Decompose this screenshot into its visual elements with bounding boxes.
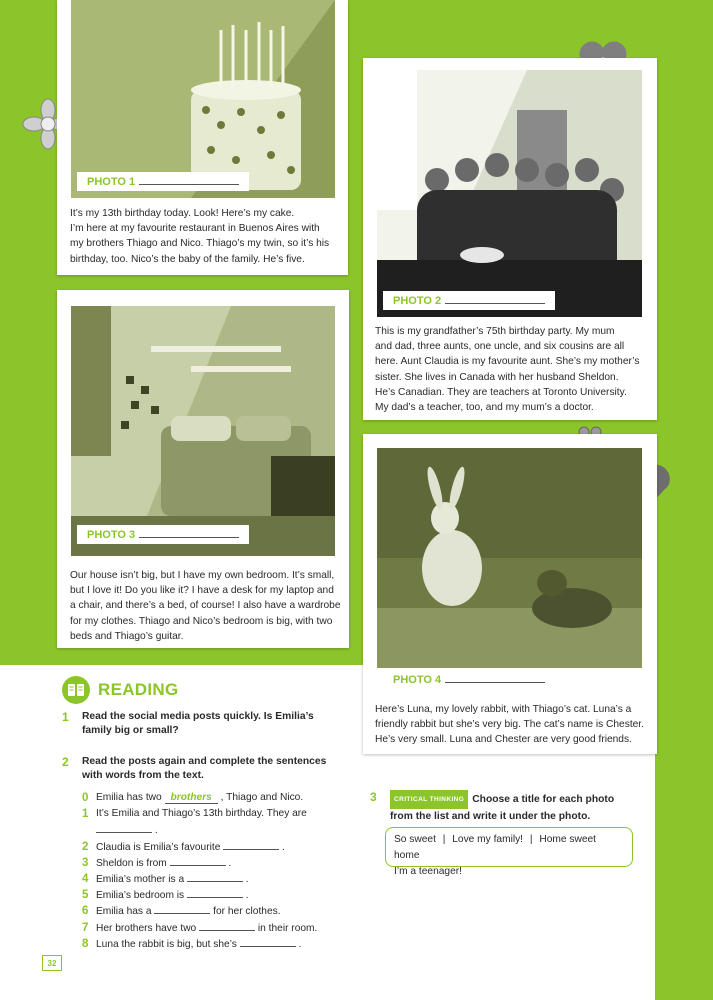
post-2-text: This is my grandfather’s 75th birthday party. My mum and dad, three aunts, one uncle, and six cousins are all here. Aunt Claudia is my favourite aunt. She’s my mother’s sister. She lives in Canada with her husband Sheldon. He’s Canadian. They are teachers at Toronto University. My dad’s a teacher, too, and my mum’s a doctor. [375, 326, 640, 414]
title-options-box: So sweet | Love my family! | Home sweet home I’m a teenager! [385, 827, 633, 867]
sentence-1: 1 It’s Emilia and Thiago’s 13th birthday. They are [82, 808, 307, 821]
answer-blank-7[interactable] [199, 920, 255, 931]
post-3-text: Our house isn’t big, but I have my own bedroom. It’s small, but I love it! Do you like it? I have a desk for my laptop and a chair, and there’s a bed, of course! I also have a wardrobe for my clothes. Thiago and Nico’s bedroom is big, with two beds and Thiago’s guitar. [70, 570, 341, 642]
side-strip [655, 665, 713, 1000]
question-1: 1 Read the social media posts quickly. Is Emilia’s family big or small? [62, 710, 314, 736]
post-1-text: It’s my 13th birthday today. Look! Here’s my cake. I’m here at my favourite restaurant in Buenos Aires with my brothers Thiago and Nico. Thiago’s my twin, so it’s his birthday, too. Nico’s the baby of the family. He’s five. [70, 208, 330, 265]
post-card-3 [57, 290, 349, 648]
rabbit-and-cat-photo [377, 448, 642, 668]
book-icon [62, 676, 90, 704]
answer-blank-4[interactable] [187, 871, 243, 882]
post-4-text: Here’s Luna, my lovely rabbit, with Thiago’s cat. Luna’s a friendly rabbit but she’s very big. The cat’s name is Chester. He’s very small. Luna and Chester are very good friends. [375, 704, 644, 746]
birthday-cake-photo [71, 0, 335, 198]
question-2: 2 Read the posts again and complete the sentences with words from the text. [62, 755, 327, 781]
reading-section-header [62, 676, 179, 704]
sentence-7: 7 Her brothers have two in their room. [82, 921, 318, 934]
sentence-0: 0 Emilia has two brothers , Thiago and Nico. [82, 792, 304, 804]
sentence-5: 5 Emilia’s bedroom is . [82, 889, 249, 902]
sentence-3: 3 Sheldon is from . [82, 856, 232, 869]
photo-3-label: PHOTO 3 [77, 525, 249, 544]
title-option: Love my family! [452, 834, 524, 845]
sentence-2: 2 Claudia is Emilia’s favourite . [82, 840, 285, 853]
photo-4-label: PHOTO 4 [383, 670, 555, 689]
question-3: 3 CRITICAL THINKING Choose a title for each photo from the list and write it under the photo. [370, 790, 615, 822]
photo-4-title-blank[interactable] [445, 673, 545, 683]
title-option: Home sweet home [394, 834, 596, 861]
answer-blank-3[interactable] [170, 855, 226, 866]
sentence-8: 8 Luna the rabbit is big, but she’s . [82, 937, 302, 950]
answer-blank-1[interactable] [96, 822, 152, 833]
example-answer: brothers [165, 792, 218, 804]
page-number: 32 [42, 955, 62, 971]
sentence-1-continued: . [82, 822, 317, 838]
photo-2-title-blank[interactable] [445, 294, 545, 304]
photo-2-label: PHOTO 2 [383, 291, 555, 310]
section-title: READING [98, 680, 179, 699]
post-card-4 [363, 434, 657, 754]
sentence-4: 4 Emilia’s mother is a . [82, 872, 249, 885]
post-card-2 [363, 58, 657, 420]
answer-blank-8[interactable] [240, 936, 296, 947]
sentence-list [82, 790, 317, 952]
title-option: I’m a teenager! [394, 866, 462, 877]
title-option: So sweet [394, 834, 436, 845]
answer-blank-2[interactable] [223, 839, 279, 850]
post-card-1 [57, 0, 348, 275]
answer-blank-5[interactable] [187, 887, 243, 898]
photo-1-title-blank[interactable] [139, 175, 239, 185]
photo-3-title-blank[interactable] [139, 528, 239, 538]
photo-1-label: PHOTO 1 [77, 172, 249, 191]
sentence-6: 6 Emilia has a for her clothes. [82, 905, 281, 918]
critical-thinking-badge: CRITICAL THINKING [390, 790, 468, 809]
bedroom-photo [71, 306, 335, 556]
answer-blank-6[interactable] [154, 903, 210, 914]
family-party-photo [377, 70, 642, 317]
